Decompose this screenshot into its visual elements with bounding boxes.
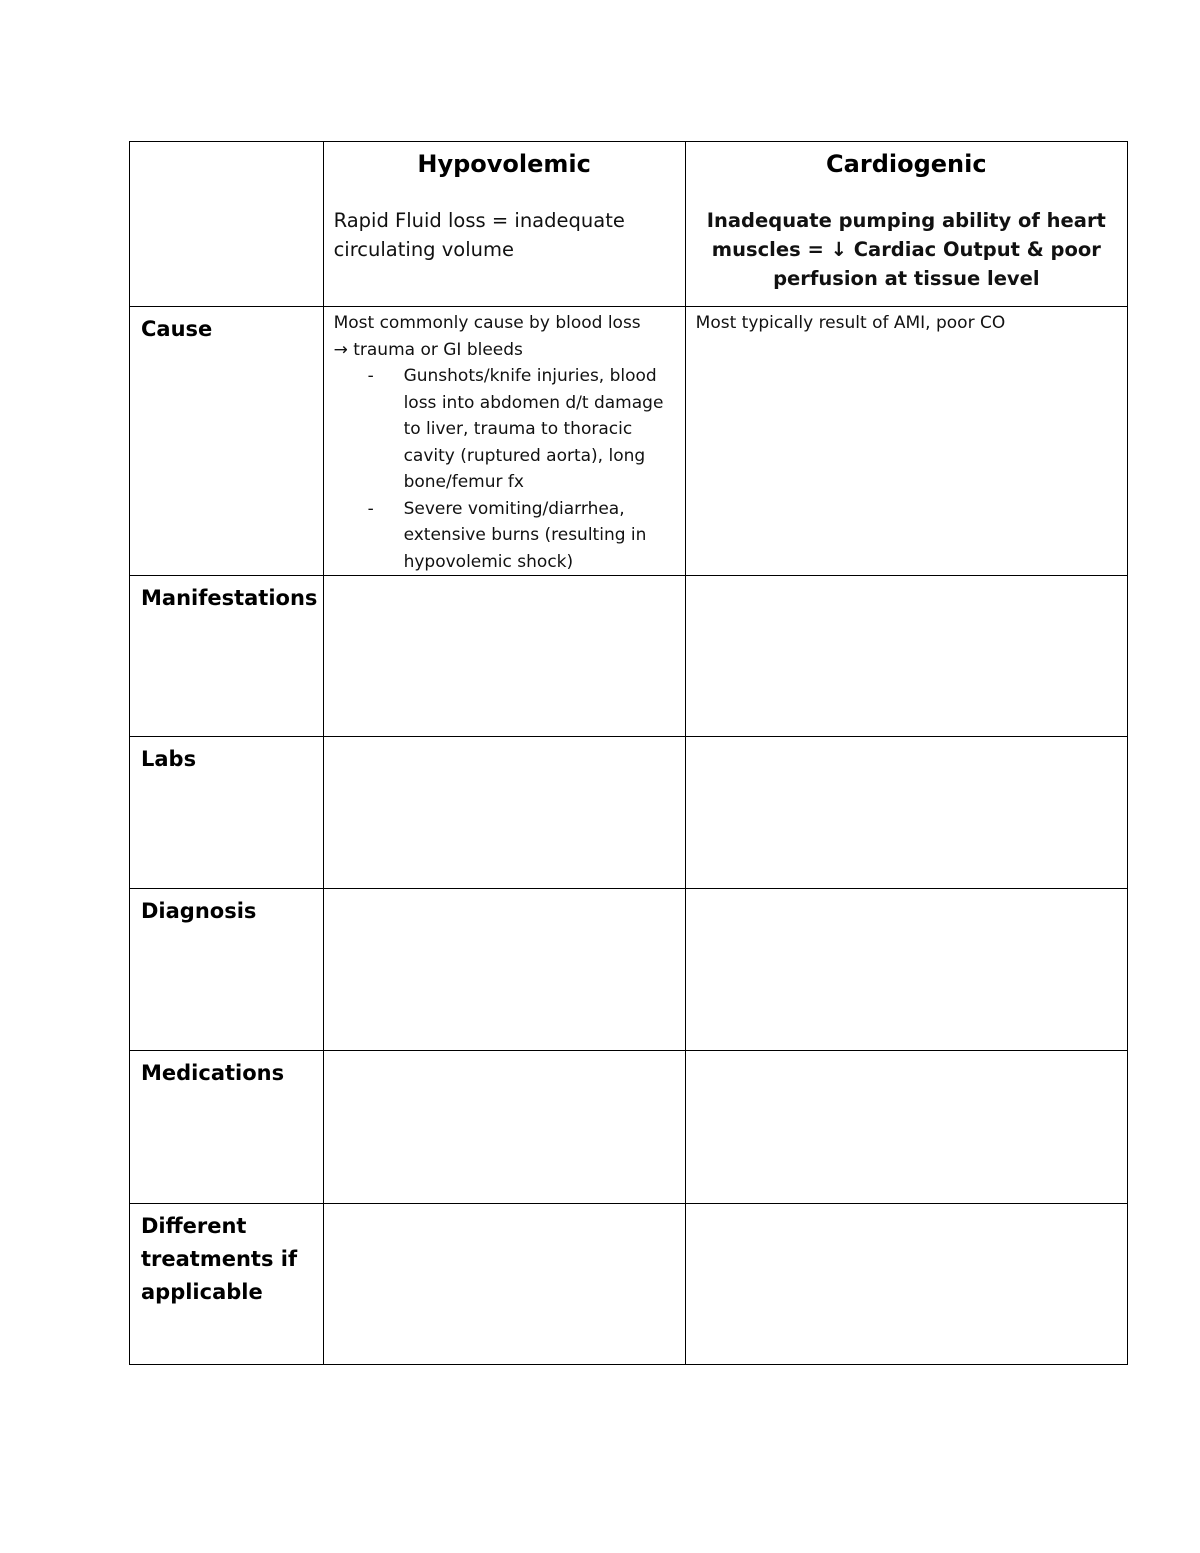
bullet-dash: -: [367, 498, 374, 519]
row-label-cause: Cause: [141, 317, 213, 341]
cause-cardiogenic-cell: [685, 307, 1127, 576]
row-medications: [130, 1051, 1128, 1204]
row-manifestations: [130, 576, 1128, 737]
medications-cardiogenic-cell: [685, 1051, 1127, 1204]
row-treatments: [130, 1204, 1128, 1365]
header-cardiogenic: [685, 142, 1127, 307]
cardiogenic-description: Inadequate pumping ability of heart muscles = ↓ Cardiac Output & poor perfusion at tissue level: [706, 209, 1106, 290]
header-hypovolemic: [323, 142, 685, 307]
cause-intro-line-1: Most commonly cause by blood loss: [333, 313, 641, 333]
cause-intro-line-2: → trauma or GI bleeds: [333, 339, 523, 360]
row-labs: [130, 737, 1128, 889]
list-item: [368, 363, 677, 496]
cause-hypovolemic-cell: [323, 307, 685, 576]
treatments-cardiogenic-cell: [685, 1204, 1127, 1365]
row-diagnosis: [130, 889, 1128, 1051]
bullet-text: Gunshots/knife injuries, blood loss into abdomen d/t damage to liver, trauma to thoracic cavity (ruptured aorta), long bone/femur fx: [403, 366, 664, 492]
cause-cardiogenic-text: Most typically result of AMI, poor CO: [695, 313, 1006, 333]
comparison-table: [129, 141, 1128, 1365]
row-label-diagnosis: Diagnosis: [141, 899, 257, 923]
medications-hypovolemic-cell: [323, 1051, 685, 1204]
treatments-hypovolemic-cell: [323, 1204, 685, 1365]
labs-cardiogenic-cell: [685, 737, 1127, 889]
row-label-manifestations: Manifestations: [141, 586, 318, 610]
manifestations-hypovolemic-cell: [323, 576, 685, 737]
row-label-labs: Labs: [141, 747, 197, 771]
bullet-dash: -: [367, 366, 374, 386]
diagnosis-cardiogenic-cell: [685, 889, 1127, 1051]
cause-bullet-list: [334, 363, 677, 575]
cardiogenic-title: Cardiogenic: [826, 150, 987, 178]
labs-hypovolemic-cell: [323, 737, 685, 889]
hypovolemic-title: Hypovolemic: [417, 150, 591, 178]
manifestations-cardiogenic-cell: [685, 576, 1127, 737]
row-label-medications: Medications: [141, 1061, 285, 1085]
row-cause: [130, 307, 1128, 576]
header-row: [130, 142, 1128, 307]
list-item: [368, 496, 677, 576]
diagnosis-hypovolemic-cell: [323, 889, 685, 1051]
row-label-treatments: Different treatments if applicable: [141, 1214, 298, 1304]
hypovolemic-description: Rapid Fluid loss = inadequate circulating volume: [333, 209, 625, 261]
corner-cell: [130, 142, 324, 307]
bullet-text: Severe vomiting/diarrhea, extensive burns (resulting in hypovolemic shock): [403, 498, 647, 572]
